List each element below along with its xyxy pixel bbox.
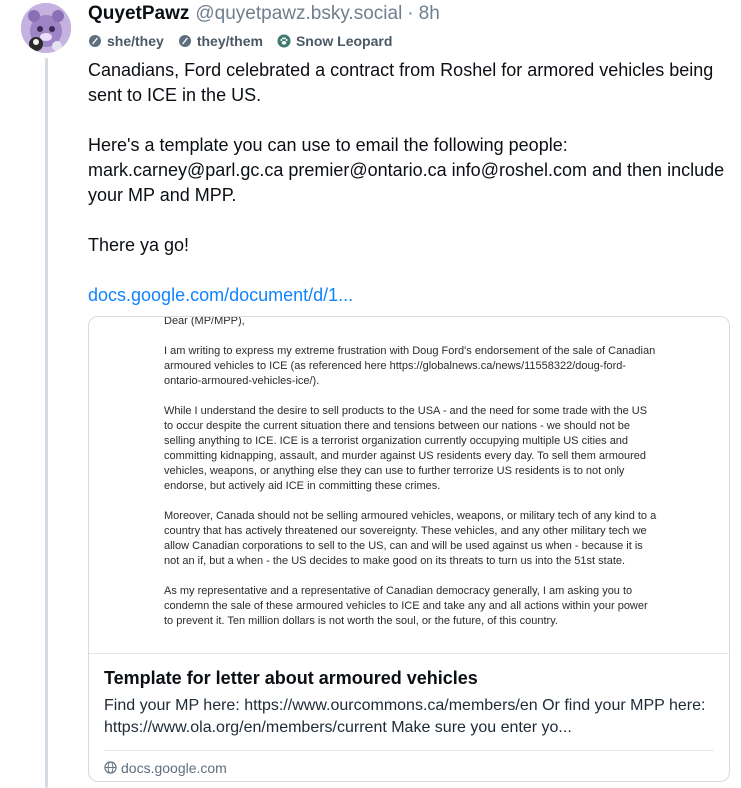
separator-dot: · xyxy=(407,3,414,24)
pronoun-label-icon xyxy=(178,34,192,48)
letter-paragraph: Moreover, Canada should not be selling armoured vehicles, weapons, or military tech of any kind to a country that has actively threatened our sovereignty. These vehicles, and any other military tech we allow Canadian corporations to sell to the US, can and will be used against us when - because it is not an if, but a when - the US decides to make good on its threats to turn us into the 51st state. xyxy=(164,510,657,567)
document-preview-image xyxy=(89,317,729,654)
globe-icon xyxy=(104,761,117,774)
author-handle[interactable]: @quyetpawz.bsky.social xyxy=(195,3,403,24)
link-embed-card[interactable] xyxy=(88,316,730,782)
pronoun-label-icon xyxy=(88,34,102,48)
post-timestamp[interactable]: 8h xyxy=(418,3,440,24)
avatar[interactable] xyxy=(21,3,71,53)
author-display-name[interactable]: QuyetPawz xyxy=(88,3,190,24)
label-she-they[interactable] xyxy=(88,33,164,49)
letter-paragraph: I am writing to express my extreme frustration with Doug Ford's endorsement of the sale of Canadian armoured vehicles to ICE (as referenced here https://globalnews.ca/news/11558322/doug-ford-ontario-armoured-vehicles-ice/). xyxy=(164,345,656,387)
embed-info xyxy=(89,654,729,782)
post-header xyxy=(88,0,731,28)
label-text: they/them xyxy=(196,33,263,49)
letter-paragraph: As my representative and a representative of Canadian democracy generally, I am asking you to condemn the sale of these armoured vehicles to ICE and take any and all actions within your power to prevent it. Ten million dollars is not worth the soul, or the future, of this country. xyxy=(164,585,648,627)
letter-preview xyxy=(164,317,659,644)
profile-labels xyxy=(88,28,731,54)
post-link[interactable]: docs.google.com/document/d/1... xyxy=(88,285,354,305)
post-paragraph: There ya go! xyxy=(88,235,190,255)
post-body xyxy=(88,58,731,258)
thread-line xyxy=(45,58,48,788)
embed-description: Find your MP here: https://www.ourcommons.ca/members/en Or find your MPP here: https://www.ola.org/en/members/current Make sure you enter yo... xyxy=(104,697,706,736)
post xyxy=(88,0,731,776)
label-they-them[interactable] xyxy=(178,33,263,49)
embed-title: Template for letter about armoured vehicles xyxy=(104,668,478,688)
label-text: Snow Leopard xyxy=(295,33,393,49)
embed-domain: docs.google.com xyxy=(121,759,227,776)
letter-greeting: Dear (MP/MPP), xyxy=(164,317,245,327)
post-paragraph: Canadians, Ford celebrated a contract from Roshel for armored vehicles being sent to ICE in the US. xyxy=(88,60,714,105)
label-snow-leopard[interactable] xyxy=(277,33,392,49)
label-text: she/they xyxy=(107,33,164,49)
avatar-image-icon xyxy=(21,3,71,53)
embed-domain-row xyxy=(104,751,714,782)
post-paragraph: Here's a template you can use to email the following people: mark.carney@parl.gc.ca premier@ontario.ca info@roshel.com and then include your MP and MPP. xyxy=(88,135,725,205)
letter-paragraph: While I understand the desire to sell products to the USA - and the need for some trade with the US to occur despite the current situation there and tensions between our nations - we should not be selling anything to ICE. ICE is a terrorist organization currently occupying multiple US cities and committing kidnapping, assault, and murder against US residents every day. To sell them armoured vehicles, weapons, or anything else they can use to further terrorize US residents is to not only endorse, but actively aid ICE in committing these crimes. xyxy=(164,405,648,492)
paw-icon xyxy=(277,34,291,48)
